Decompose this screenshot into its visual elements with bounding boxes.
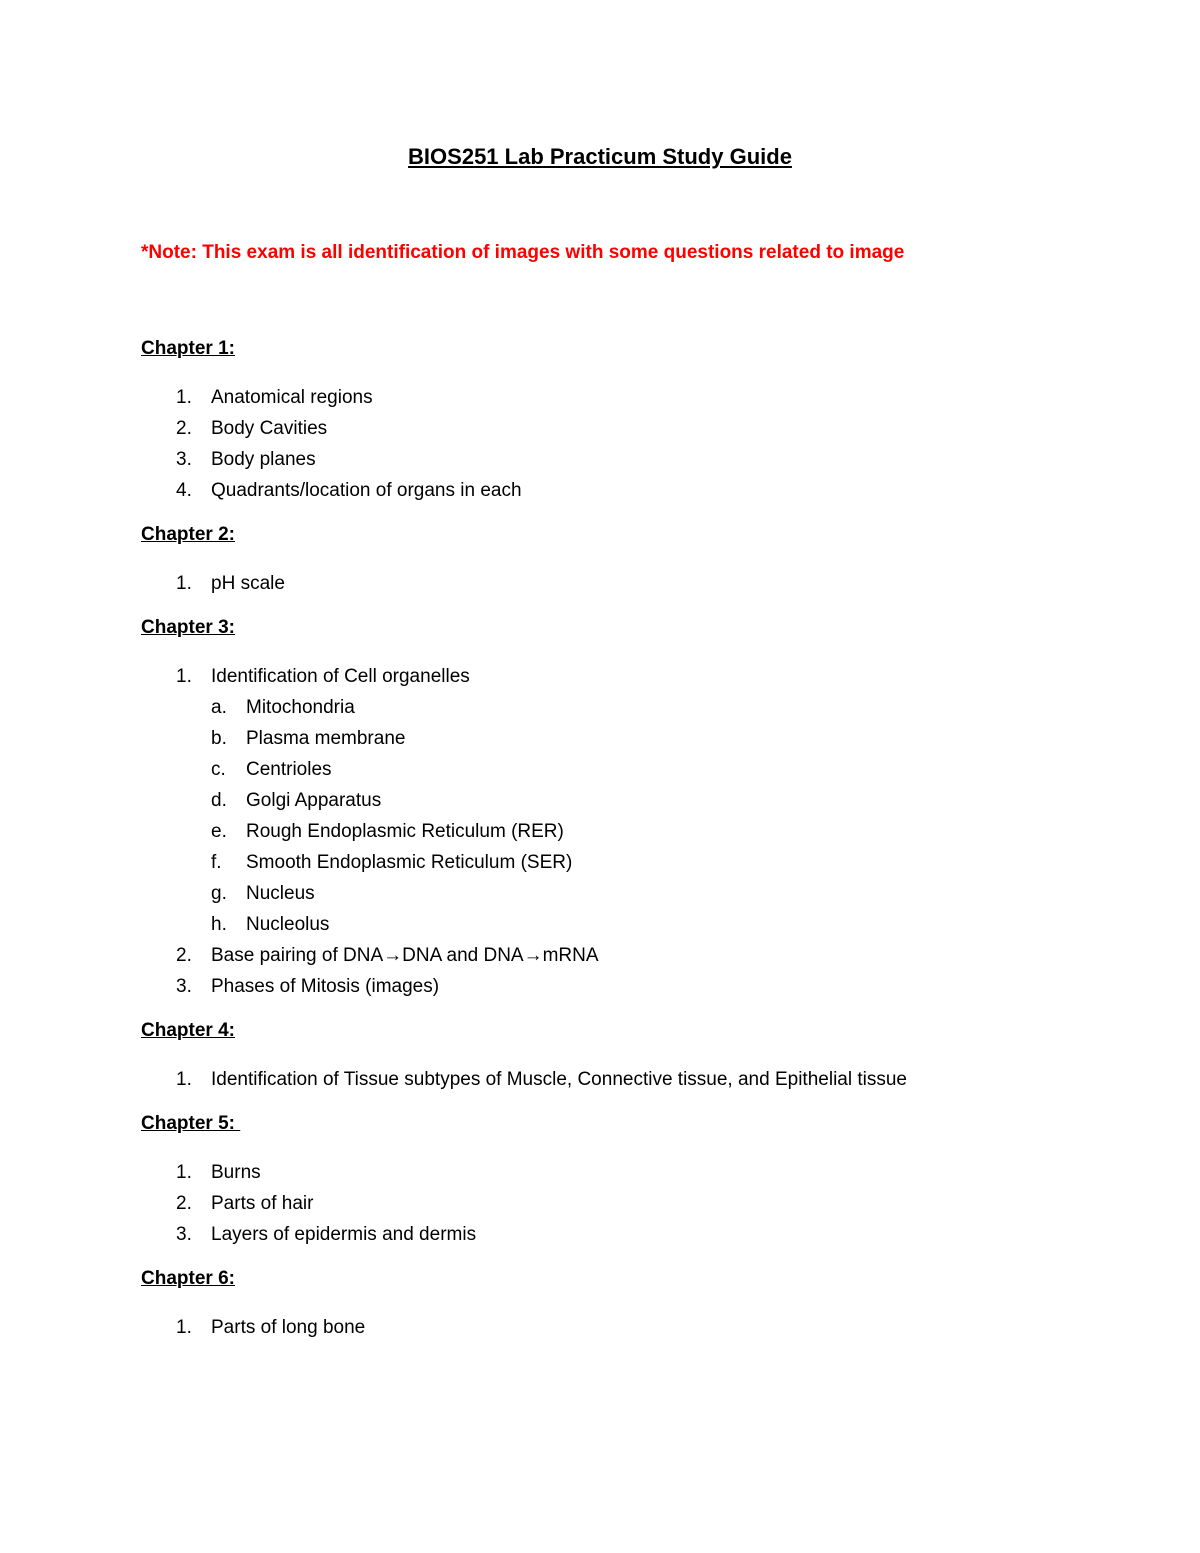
item-number: 1. [176, 666, 192, 687]
item-letter: e. [211, 821, 227, 842]
item-text: Nucleus [246, 883, 315, 904]
item-text: Identification of Cell organelles [211, 666, 470, 687]
item-letter: c. [211, 759, 226, 780]
right-arrow-icon: → [383, 945, 403, 966]
chapter-heading: Chapter 3: [141, 617, 235, 638]
item-number: 1. [176, 1317, 192, 1338]
item-text: Smooth Endoplasmic Reticulum (SER) [246, 852, 573, 873]
item-number: 1. [176, 387, 192, 408]
chapter-2-section [141, 522, 285, 599]
chapter-4-section [141, 1018, 907, 1095]
item-number: 3. [176, 1224, 192, 1245]
list-item [141, 413, 522, 444]
item-text: Parts of long bone [211, 1317, 366, 1338]
item-number: 1. [176, 573, 192, 594]
chapter-5-section [141, 1111, 476, 1250]
sub-list-item [141, 754, 599, 785]
item-text-part: DNA and DNA [402, 945, 524, 966]
list-item [141, 382, 522, 413]
list-item [141, 444, 522, 475]
item-letter: d. [211, 790, 227, 811]
item-letter: g. [211, 883, 227, 904]
list-item [141, 940, 599, 971]
item-number: 3. [176, 976, 192, 997]
chapter-5-list [141, 1157, 476, 1250]
item-text: Nucleolus [246, 914, 330, 935]
item-number: 4. [176, 480, 192, 501]
item-letter: f. [211, 852, 222, 873]
list-item [141, 1219, 476, 1250]
chapter-3-section [141, 615, 599, 1002]
item-number: 1. [176, 1069, 192, 1090]
item-text: Anatomical regions [211, 387, 373, 408]
right-arrow-icon: → [523, 945, 543, 966]
item-text: Plasma membrane [246, 728, 406, 749]
chapter-6-list [141, 1312, 365, 1343]
sub-list-item [141, 847, 599, 878]
exam-note: *Note: This exam is all identification of images with some questions related to image [141, 242, 905, 263]
sub-list-item [141, 785, 599, 816]
chapter-4-list [141, 1064, 907, 1095]
list-item [141, 1312, 365, 1343]
item-letter: b. [211, 728, 227, 749]
item-text: Quadrants/location of organs in each [211, 480, 522, 501]
chapter-heading: Chapter 5: [141, 1113, 241, 1134]
organelle-sublist [141, 692, 599, 940]
item-text: Identification of Tissue subtypes of Muscle, Connective tissue, and Epithelial tissue [211, 1069, 907, 1090]
chapter-3-list [141, 661, 599, 1002]
list-item [141, 661, 599, 692]
item-text [211, 940, 599, 971]
list-item [141, 971, 599, 1002]
item-number: 2. [176, 1193, 192, 1214]
list-item [141, 568, 285, 599]
item-number: 1. [176, 1162, 192, 1183]
item-number: 3. [176, 449, 192, 470]
item-text-part: mRNA [542, 945, 599, 966]
item-text: pH scale [211, 573, 285, 594]
list-item [141, 1188, 476, 1219]
page-title: BIOS251 Lab Practicum Study Guide [408, 144, 792, 169]
sub-list-item [141, 878, 599, 909]
list-item [141, 475, 522, 506]
chapter-2-list [141, 568, 285, 599]
chapter-6-section [141, 1266, 365, 1343]
item-text: Body Cavities [211, 418, 328, 439]
item-text: Burns [211, 1162, 261, 1183]
chapter-heading: Chapter 6: [141, 1268, 235, 1289]
sub-list-item [141, 909, 599, 940]
item-letter: h. [211, 914, 227, 935]
item-number: 2. [176, 945, 192, 966]
sub-list-item [141, 723, 599, 754]
item-text: Phases of Mitosis (images) [211, 976, 440, 997]
item-text-part: Base pairing of DNA [211, 945, 384, 966]
sub-list-container [141, 692, 599, 940]
sub-list-item [141, 816, 599, 847]
item-letter: a. [211, 697, 227, 718]
chapter-heading: Chapter 2: [141, 524, 235, 545]
list-item [141, 1064, 907, 1095]
item-number: 2. [176, 418, 192, 439]
chapter-heading: Chapter 1: [141, 338, 235, 359]
item-text: Mitochondria [246, 697, 355, 718]
chapter-1-section [141, 336, 522, 506]
item-text: Golgi Apparatus [246, 790, 382, 811]
item-text: Rough Endoplasmic Reticulum (RER) [246, 821, 564, 842]
list-item [141, 1157, 476, 1188]
item-text: Body planes [211, 449, 316, 470]
sub-list-item [141, 692, 599, 723]
item-text: Centrioles [246, 759, 332, 780]
chapter-heading: Chapter 4: [141, 1020, 235, 1041]
item-text: Parts of hair [211, 1193, 314, 1214]
item-text: Layers of epidermis and dermis [211, 1224, 477, 1245]
chapter-1-list [141, 382, 522, 506]
